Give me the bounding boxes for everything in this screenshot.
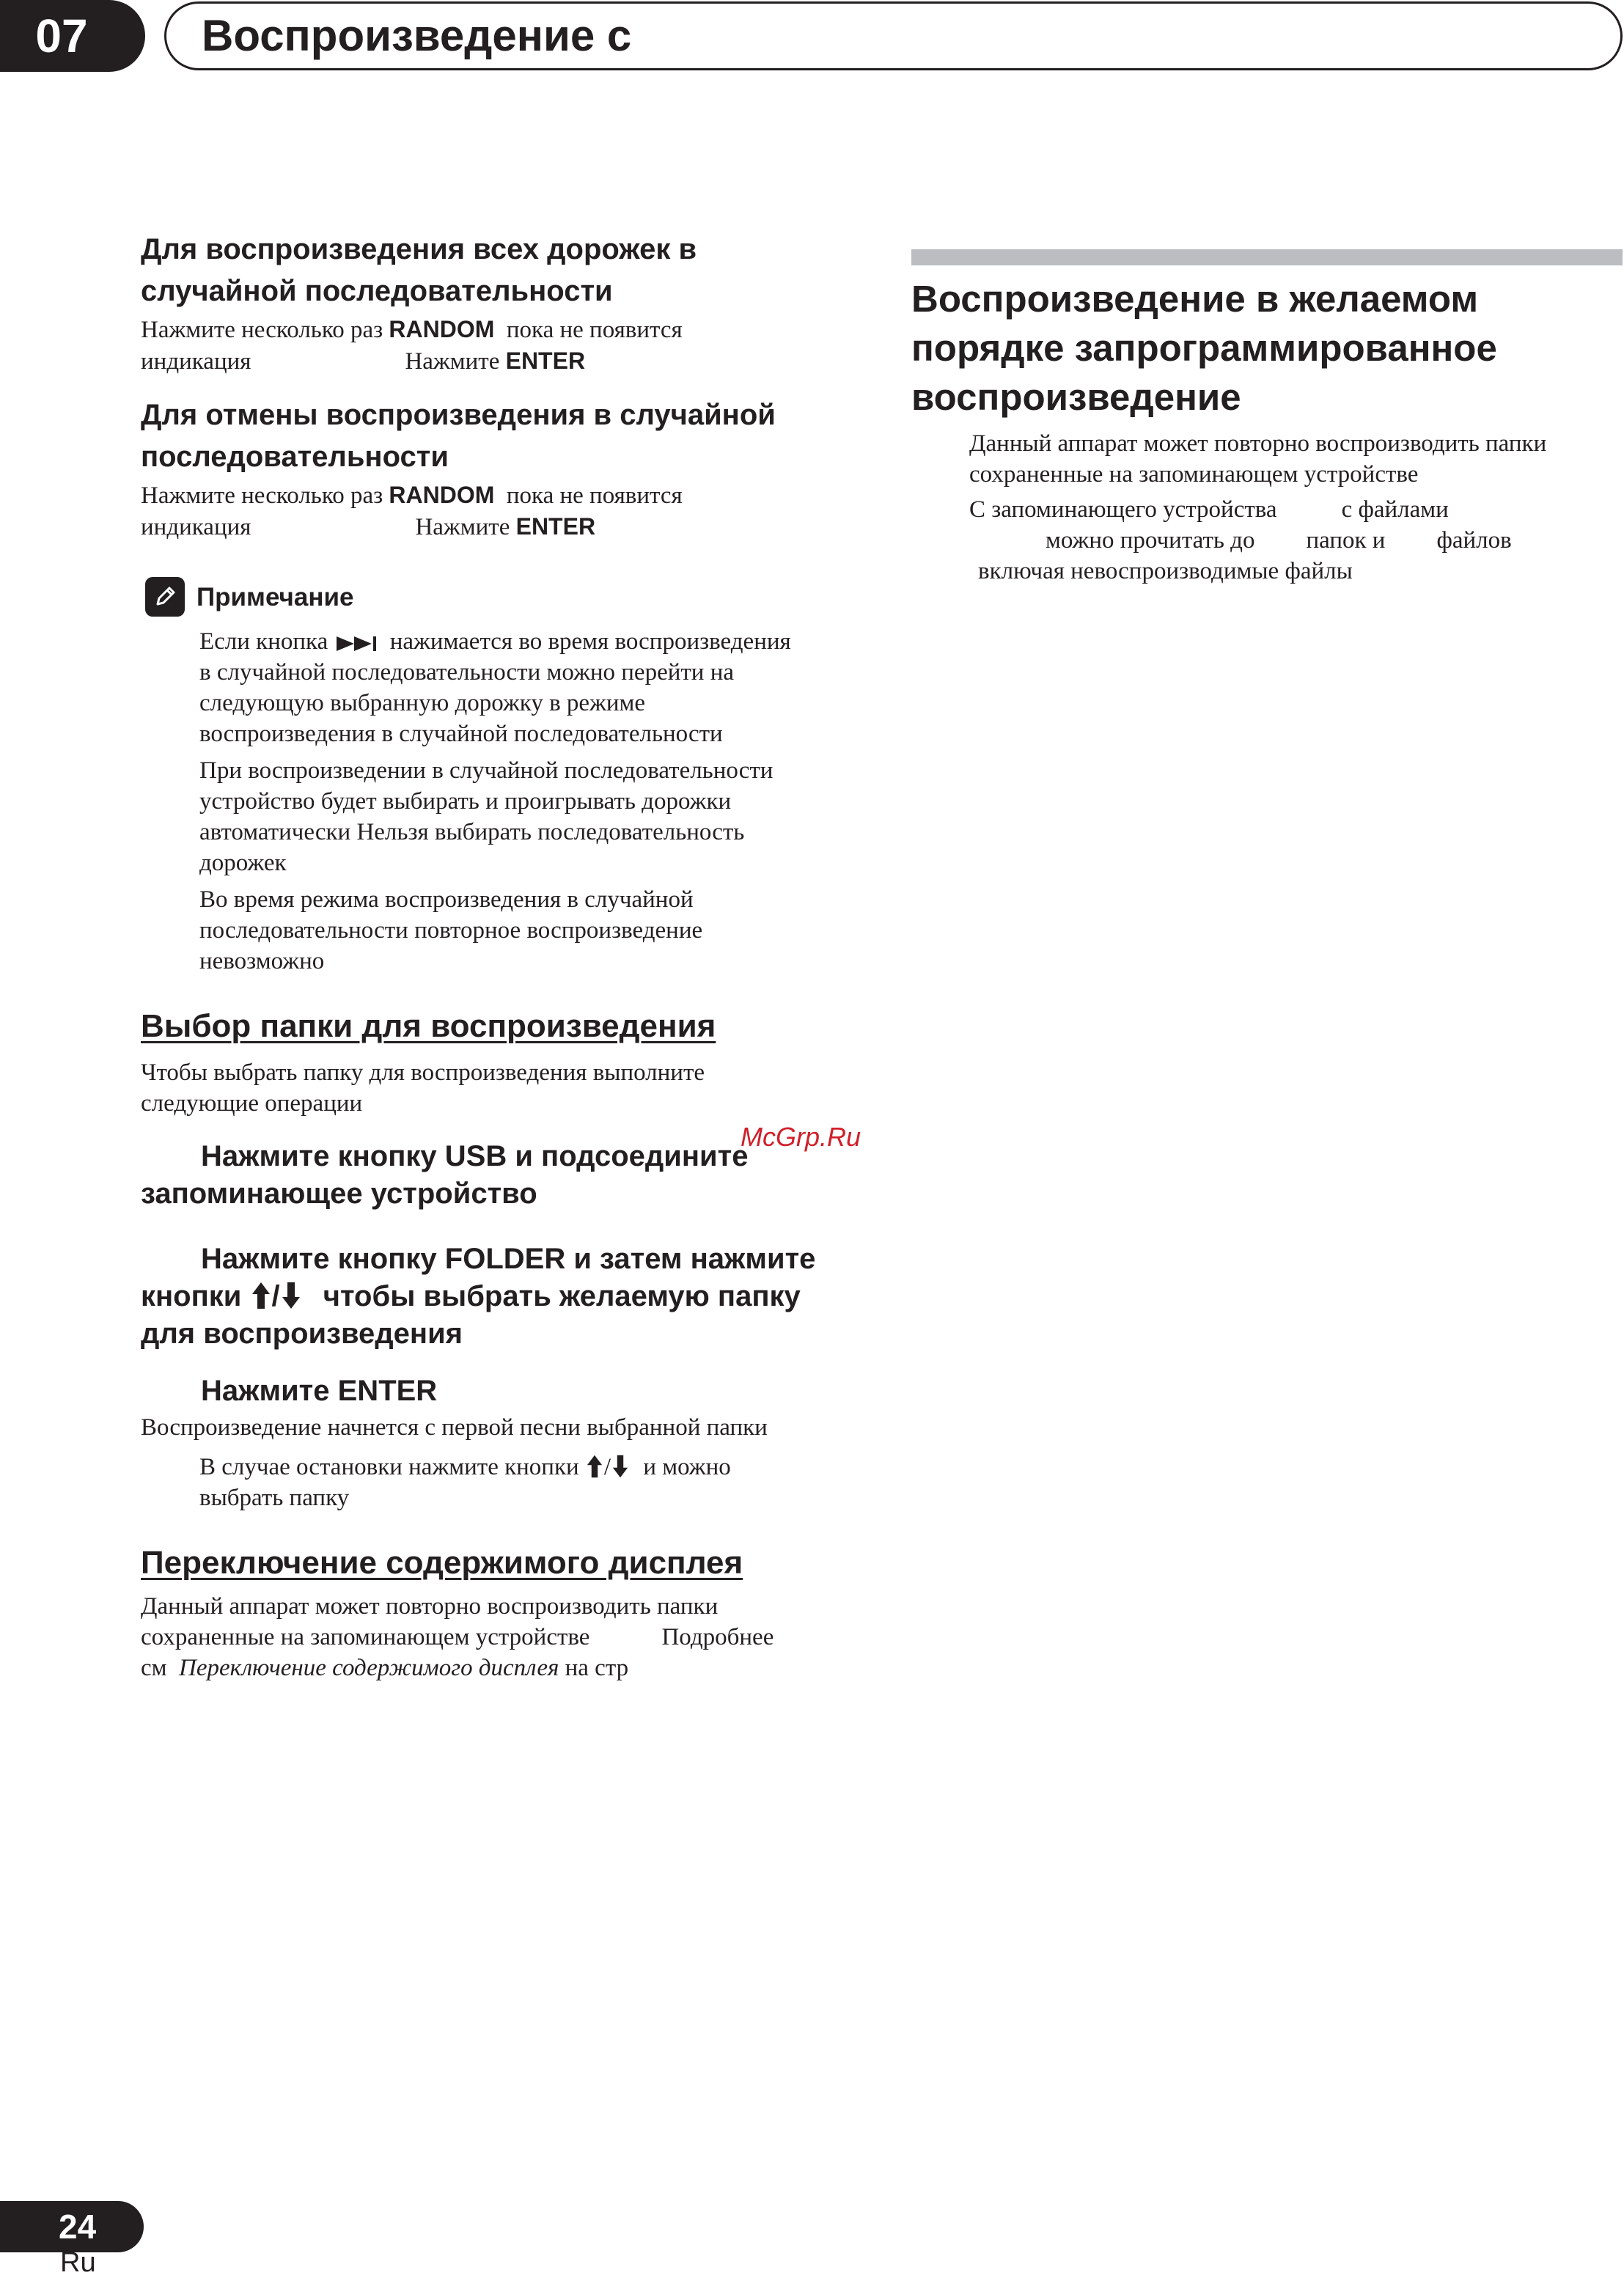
page-number: 24 (59, 2208, 97, 2246)
step-1: Нажмите кнопку USB и подсоедините запоминающее устройство (141, 1140, 749, 1210)
section-divider (911, 249, 1623, 265)
random-all-heading: Для воспроизведения всех дорожек в случайной последовательности (141, 233, 697, 307)
next-track-icon (335, 634, 382, 653)
random-key: RANDOM (389, 316, 495, 342)
down-arrow-icon (612, 1454, 628, 1479)
cross-reference[interactable]: Переключение содержимого дисплея (179, 1655, 559, 1681)
folder-select-result: Воспроизведение начнется с первой песни выбранной папки (141, 1414, 768, 1441)
page-number-badge (0, 2201, 144, 2252)
note-item-1: Если кнопка нажимается во время воспроизведения в случайной последовательности можно перейти на следующую выбранную дорожку в режиме воспроизведения в случайной последовательности (199, 628, 791, 747)
folder-select-intro: Чтобы выбрать папку для воспроизведения выполните следующие операции (141, 1059, 705, 1117)
folder-select-note: В случае остановки нажмите кнопки / и можно выбрать папку (199, 1454, 731, 1511)
random-cancel-text: Нажмите несколько раз RANDOM пока не появится индикация Нажмите ENTER (141, 482, 683, 540)
display-switch-heading: Переключение содержимого дисплея (141, 1545, 743, 1581)
chapter-number: 07 (35, 10, 88, 62)
program-play-p2: С запоминающего устройства с файлами можно прочитать до папок и файлов включая невоспроизводимые файлы (969, 496, 1512, 584)
watermark: McGrp.Ru (741, 1122, 861, 1152)
note-item-3: Во время режима воспроизведения в случайной последовательности повторное воспроизведение невозможно (199, 886, 703, 974)
random-cancel-heading: Для отмены воспроизведения в случайной последовательности (141, 399, 776, 473)
language-code: Ru (60, 2247, 96, 2278)
program-play-p1: Данный аппарат может повторно воспроизводить папки сохраненные на запоминающем устройстве (969, 430, 1547, 488)
pencil-icon (145, 577, 185, 617)
step-2: Нажмите кнопку FOLDER и затем нажмите кнопки / чтобы выбрать желаемую папку для воспроизведения (141, 1243, 816, 1350)
random-all-text: Нажмите несколько раз RANDOM пока не появится индикация Нажмите ENTER (141, 316, 683, 375)
up-arrow-icon (251, 1281, 271, 1310)
program-play-heading: Воспроизведение в желаемом порядке запрограммированное воспроизведение (911, 278, 1497, 418)
random-key: RANDOM (389, 482, 495, 508)
display-switch-text: Данный аппарат может повторно воспроизводить папки сохраненные на запоминающем устройстве Подробнее см Переключение содержимого дисплея на стр (141, 1593, 774, 1681)
up-arrow-icon (587, 1454, 603, 1479)
enter-key: ENTER (515, 513, 596, 540)
step-3: Нажмите ENTER (201, 1375, 438, 1407)
enter-key: ENTER (505, 348, 586, 374)
chapter-badge (0, 0, 145, 72)
chapter-title: Воспроизведение с (164, 1, 1623, 70)
down-arrow-icon (282, 1281, 301, 1310)
note-item-2: При воспроизведении в случайной последовательности устройство будет выбирать и проигрывать дорожки автоматически Нельзя выбирать последовательность дорожек (199, 757, 774, 876)
note-title: Примечание (196, 583, 354, 611)
folder-select-heading: Выбор папки для воспроизведения (141, 1008, 716, 1044)
